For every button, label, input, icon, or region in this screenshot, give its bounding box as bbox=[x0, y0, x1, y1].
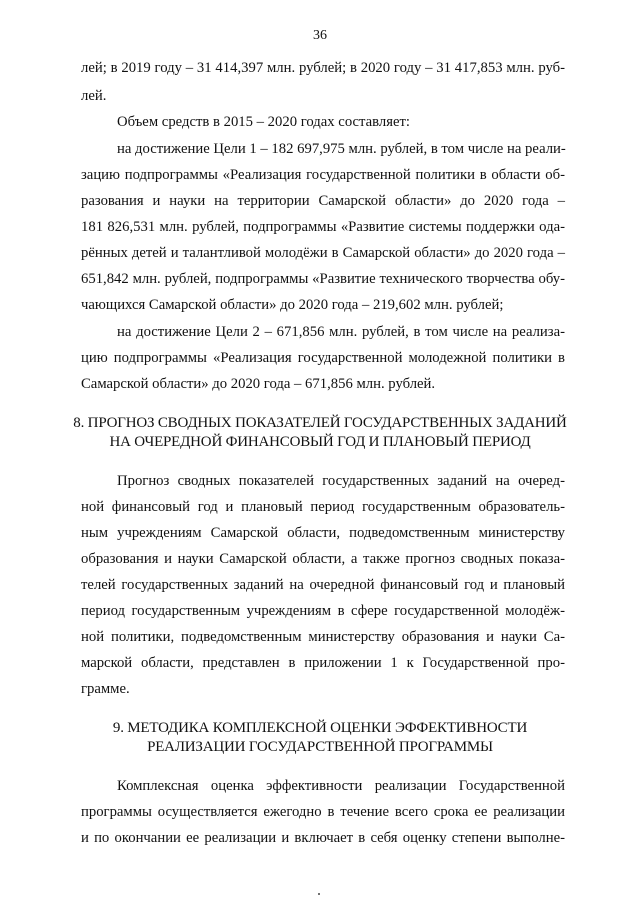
text-line: зацию подпрограммы «Реализация государственной политики в области об- bbox=[81, 167, 565, 183]
text-line: лей. bbox=[81, 88, 107, 104]
page-number: 36 bbox=[313, 28, 327, 43]
text-line: программы осуществляется ежегодно в течение всего срока ее реализации bbox=[81, 804, 565, 820]
scan-speck bbox=[318, 893, 320, 895]
text-line: 181 826,531 млн. рублей, подпрограммы «Развитие системы поддержки ода- bbox=[81, 219, 565, 235]
text-line: разования и науки на территории Самарской области» до 2020 года – bbox=[81, 193, 565, 209]
section-9-heading-cont: РЕАЛИЗАЦИИ ГОСУДАРСТВЕННОЙ ПРОГРАММЫ bbox=[147, 739, 493, 755]
text-line: на достижение Цели 2 – 671,856 млн. рублей, в том числе на реализа- bbox=[117, 324, 565, 340]
section-8-heading-cont: НА ОЧЕРЕДНОЙ ФИНАНСОВЫЙ ГОД И ПЛАНОВЫЙ ПЕРИОД bbox=[109, 434, 531, 450]
text-line: ной политики, подведомственным министерству образования и науки Са- bbox=[81, 629, 565, 645]
text-line: 651,842 млн. рублей, подпрограммы «Развитие технического творчества обу- bbox=[81, 271, 565, 287]
text-line: телей государственных заданий на очередной финансовый год и плановый bbox=[81, 577, 565, 593]
text-line: рённых детей и талантливой молодёжи в Самарской области» до 2020 года – bbox=[81, 245, 565, 261]
text-line: цию подпрограммы «Реализация государственной молодежной политики в bbox=[81, 350, 565, 366]
text-line: грамме. bbox=[81, 681, 130, 697]
text-line: и по окончании ее реализации и включает в себя оценку степени выполне- bbox=[81, 830, 565, 846]
section-9-heading: 9. МЕТОДИКА КОМПЛЕКСНОЙ ОЦЕНКИ ЭФФЕКТИВНОСТИ bbox=[112, 720, 528, 736]
text-line: ным учреждениям Самарской области, подведомственным министерству bbox=[81, 525, 565, 541]
text-line: образования и науки Самарской области, а также прогноз сводных показа- bbox=[81, 551, 565, 567]
text-line: лей; в 2019 году – 31 414,397 млн. рублей; в 2020 году – 31 417,853 млн. руб- bbox=[81, 60, 565, 76]
text-line: Комплексная оценка эффективности реализации Государственной bbox=[117, 778, 565, 794]
text-line: Самарской области» до 2020 года – 671,856 млн. рублей. bbox=[81, 376, 436, 392]
text-line: чающихся Самарской области» до 2020 года – 219,602 млн. рублей; bbox=[81, 297, 504, 313]
section-8-heading: 8. ПРОГНОЗ СВОДНЫХ ПОКАЗАТЕЛЕЙ ГОСУДАРСТВЕННЫХ ЗАДАНИЙ bbox=[73, 415, 567, 431]
text-line: на достижение Цели 1 – 182 697,975 млн. рублей, в том числе на реали- bbox=[117, 141, 566, 157]
text-line: Прогноз сводных показателей государственных заданий на очеред- bbox=[117, 473, 565, 489]
text-line: Объем средств в 2015 – 2020 годах составляет: bbox=[117, 114, 411, 130]
text-line: ной финансовый год и плановый период государственным образователь- bbox=[81, 499, 565, 515]
text-line: марской области, представлен в приложении 1 к Государственной про- bbox=[81, 655, 565, 671]
text-line: период государственным учреждениям в сфере государственной молодёж- bbox=[81, 603, 565, 619]
